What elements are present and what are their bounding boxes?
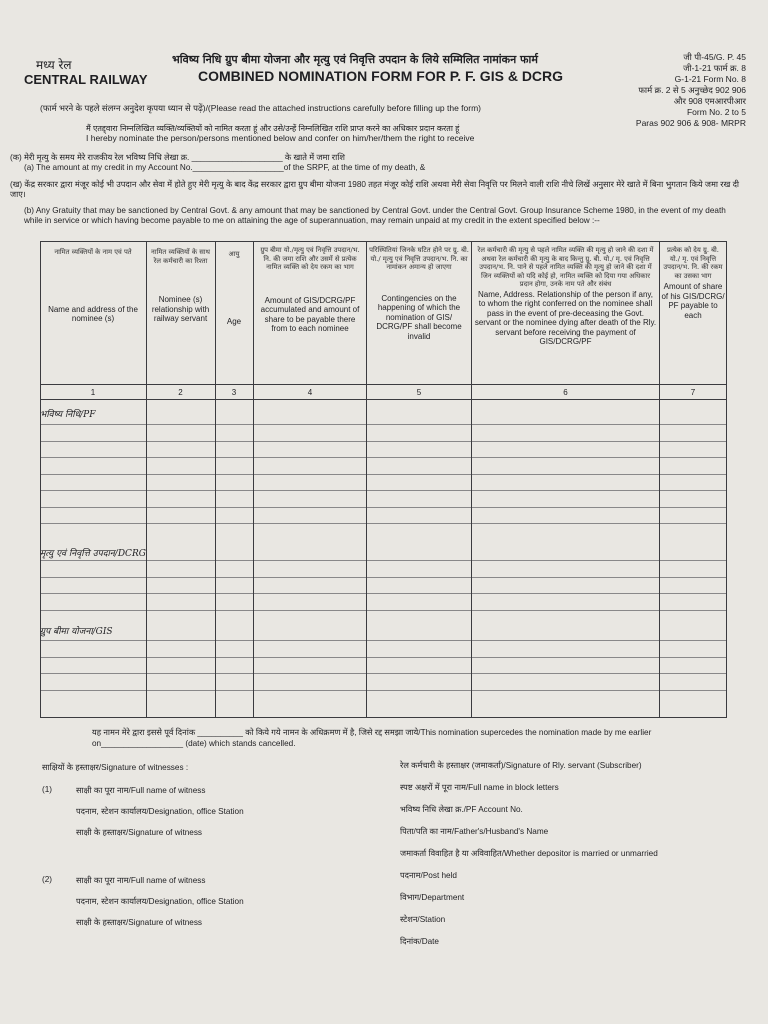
table-rule [40, 241, 41, 718]
column-number: 3 [231, 388, 237, 397]
col-header-alternate-nominee [474, 246, 657, 347]
blank-entry-line [40, 507, 726, 508]
org-name-hindi: मध्य रेल [36, 58, 72, 72]
column-number: 4 [307, 388, 313, 397]
witness-2-signature: साक्षी के हस्ताक्षर/Signature of witness [76, 918, 203, 927]
clause-ka-hindi: (क) मेरी मृत्यु के समय मेरे राजकीय रेल भविष्य निधि लेखा क्र. ____________________ के खाते में जमा राशि [10, 153, 345, 162]
col-header-english: Name and address of the nominee (s) [48, 304, 138, 323]
witness-1-number: (1) [42, 785, 53, 794]
column-number: 2 [178, 388, 183, 397]
form-code-line: Form No. 2 to 5 [686, 107, 746, 117]
blank-entry-line [40, 474, 726, 475]
witness-1-signature: साक्षी के हस्ताक्षर/Signature of witness [76, 828, 203, 837]
column-number: 5 [416, 388, 422, 397]
col-header-amount [256, 246, 364, 334]
col-header-hindi: नामित व्यक्तियों के साथ रेल कर्मचारी का रिश्ता [151, 248, 210, 265]
table-rule [726, 241, 727, 718]
clause-b: (b) Any Gratuity that may be sanctioned by Central Govt. & any amount that may be sanctioned by Central Govt. under the Central Govt. Group Insurance Scheme 1980, in the event of my death while in service or which having become payable to me on attaining the age of superannuation, may remain unpaid at my credit in the extent specified below :-- [24, 206, 726, 225]
blank-entry-line [40, 640, 726, 641]
nominate-statement: I hereby nominate the person/persons mentioned below and confer on him/her/them the right to receive [86, 133, 475, 143]
instructions-note: (फार्म भरने के पहले संलग्न अनुदेश कृपया ध्यान से पढ़ें)/(Please read the attached instructions carefully before filling up the form) [40, 103, 482, 113]
table-rule [146, 241, 147, 718]
col-header-hindi: ग्रुप बीमा यो./मृत्यु एवं निवृत्ति उपदान/भ. नि. की जमा राशि और उसमें से प्रत्येक नामित व्यक्ति को देय रकम का भाग [260, 246, 360, 271]
col-header-age [217, 250, 251, 326]
table-rule [471, 241, 472, 718]
form-title-hindi: भविष्य निधि ग्रुप बीमा योजना और मृत्यु एवं निवृत्ति उपदान के लिये सम्मिलित नामांकन फार्म [172, 53, 538, 66]
subscriber-marital-status: जमाकर्ता विवाहित है या अविवाहित/Whether depositor is married or unmarried [400, 849, 658, 858]
witness-2-full-name: साक्षी का पूरा नाम/Full name of witness [76, 876, 206, 885]
blank-entry-line [40, 593, 726, 594]
subscriber-full-name: स्पष्ट अक्षरों में पूरा नाम/Full name in block letters [400, 783, 559, 792]
col-header-name [42, 248, 144, 324]
witness-1-designation: पदनाम, स्टेशन कार्यालय/Designation, office Station [76, 807, 244, 816]
witnesses-heading: साक्षियों के हस्ताक्षर/Signature of witnesses : [42, 763, 189, 772]
blank-entry-line [40, 657, 726, 658]
subscriber-post: पदनाम/Post held [400, 871, 457, 880]
blank-entry-line [40, 424, 726, 425]
blank-entry-line [40, 560, 726, 561]
clause-kha-hindi: (ख) केंद्र सरकार द्वारा मंजूर कोई भी उपदान और सेवा में होते हुए मेरी मृत्यु के बाद केंद्र सरकार द्वारा ग्रुप बीमा योजना 1980 तहत मंजूर कोई राशि अथवा मेरी सेवा निवृत्ति पर मिलने वाली राशि नीचे लिखें अनुसार मेरे खाते में बिना भुगतान किये जमा रख दी जाए। [10, 180, 740, 199]
table-rule [366, 241, 367, 718]
blank-entry-line [40, 457, 726, 458]
witness-2-number: (2) [42, 875, 53, 884]
col-header-contingencies [369, 246, 469, 341]
col-header-english: Name, Address. Relationship of the person if any, to whom the right conferred on the nominee shall pass in the event of pre-deceasing the Govt. servant or the nominee dying after death of the Rly. servant before receiving the payment of GIS/DCRG/PF [474, 289, 657, 346]
form-code-line: और 908 एमआरपीआर [673, 96, 746, 106]
blank-entry-line [40, 673, 726, 674]
col-header-hindi: आयु [228, 250, 240, 258]
witness-1-full-name: साक्षी का पूरा नाम/Full name of witness [76, 786, 206, 795]
column-number: 7 [690, 388, 696, 397]
table-rule [40, 399, 726, 400]
blank-entry-line [40, 610, 726, 611]
form-code-line: Paras 902 906 & 908- MRPR [635, 118, 746, 128]
col-header-relationship [148, 248, 213, 324]
col-header-english: Age [226, 316, 242, 326]
section-label-pf: भविष्य निधि/PF [40, 410, 96, 420]
col-header-english: Amount of GIS/DCRG/PF accumulated and amount of share to be payable there from to each nominee [260, 295, 360, 333]
col-header-english: Nominee (s) relationship with railway servant [151, 295, 210, 323]
table-rule [40, 241, 726, 242]
table-rule [253, 241, 254, 718]
col-header-hindi: प्रत्येक को देय ग्रु. बी. यो./ मृ. एवं निवृत्ति उपदान/भ. नि. की रकम का उसका भाग [663, 246, 723, 280]
form-codes [596, 52, 746, 129]
blank-entry-line [40, 690, 726, 691]
table-rule [215, 241, 216, 718]
supersede-date-line: on__________________ (date) which stands cancelled. [92, 739, 296, 748]
subscriber-station: स्टेशन/Station [400, 915, 446, 924]
org-name: CENTRAL RAILWAY [24, 72, 148, 87]
section-label-dcrg: मृत्यु एवं निवृत्ति उपदान/DCRG [40, 549, 146, 559]
table-rule [659, 241, 660, 718]
form-code-line: जी-1-21 फार्म क्र. 8 [683, 63, 746, 73]
form-title: COMBINED NOMINATION FORM FOR P. F. GIS & DCRG [198, 68, 564, 84]
subscriber-date: दिनांक/Date [400, 937, 439, 946]
subscriber-signature: रेल कर्मचारी के हस्ताक्षर (जमाकर्ता)/Signature of Rly. servant (Subscriber) [400, 761, 642, 770]
blank-entry-line [40, 490, 726, 491]
blank-entry-line [40, 441, 726, 442]
column-number: 6 [563, 388, 568, 397]
col-header-hindi: रेल कर्मचारी की मृत्यु से पहले नामित व्यक्ति की मृत्यु हो जाने की दशा में अथवा रेल कर्मचारी की मृत्यु के बाद किन्तु ग्रु. बी. यो./ मृ. एवं निवृत्ति उपदान/भ. नि. पाने से पहले नामित व्यक्ति की मृत्यु हो जाने की दशा में जिन व्यक्तियों को यदि कोई हो, नामित व्यक्ति को दिया गया अधिकार प्रदान होगा, उनके नाम पते और संबंध [477, 246, 654, 288]
blank-entry-line [40, 523, 726, 524]
subscriber-father-name: पिता/पति का नाम/Father's/Husband's Name [400, 827, 549, 836]
form-code-line: G-1-21 Form No. 8 [674, 74, 746, 84]
supersede-note: यह नामन मेरे द्वारा इससे पूर्व दिनांक __________ को किये गये नामन के अधिक्रमण में है, जिसे रद्द समझा जाये/This nomination supercedes the nomination made by me earlier [92, 728, 652, 737]
clause-a: (a) The amount at my credit in my Account No.____________________of the SRPF, at the time of my death, & [24, 163, 426, 172]
subscriber-pf-account: भविष्य निधि लेखा क्र./PF Account No. [400, 805, 523, 814]
table-rule [40, 384, 726, 385]
col-header-share [661, 246, 725, 320]
column-number: 1 [90, 388, 96, 397]
table-rule [40, 717, 726, 718]
witness-2-designation: पदनाम, स्टेशन कार्यालय/Designation, office Station [76, 897, 244, 906]
col-header-hindi: परिस्थितियां जिनके घटित होने पर ग्रु. बी. यो./ मृत्यु एवं निवृत्ति उपदान/भ. नि. का नामांकन अमान्य हो जाएगा [369, 246, 469, 271]
form-code-line: जी पी-45/G. P. 45 [683, 52, 746, 62]
subscriber-department: विभाग/Department [400, 893, 465, 902]
col-header-english: Amount of share of his GIS/DCRG/ PF payable to each [661, 282, 725, 320]
nominate-statement-hindi: मैं एतद्द्वारा निम्नलिखित व्यक्ति/व्यक्तियों को नामित करता हूं और उसे/उन्हें निम्नलिखित राशि प्राप्त करने का अधिकार प्रदान करता हूं [86, 124, 460, 133]
blank-entry-line [40, 577, 726, 578]
form-code-line: फार्म क्र. 2 से 5 अनुच्छेद 902 906 [638, 85, 746, 95]
col-header-hindi: नामित व्यक्तियों के नाम एवं पते [54, 248, 132, 256]
col-header-english: Contingencies on the happening of which the nomination of GIS/ DCRG/PF shall become invalid [376, 293, 462, 341]
section-label-gis: ग्रुप बीमा योजना/GIS [40, 627, 113, 637]
